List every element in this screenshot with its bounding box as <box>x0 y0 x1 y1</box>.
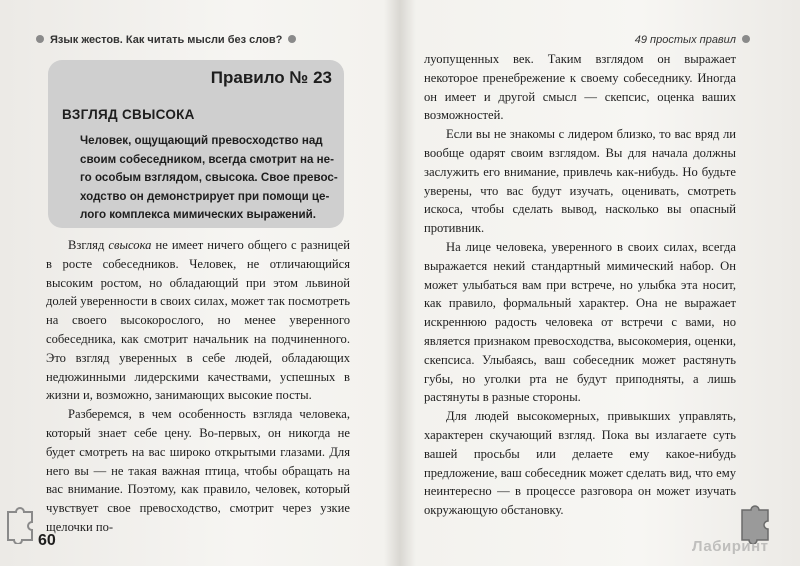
rule-line: ходство он демонстрирует при помощи це- <box>80 189 330 203</box>
italic-term: свысока <box>108 238 152 252</box>
bullet-dot-icon <box>288 35 296 43</box>
rule-heading: ВЗГЛЯД СВЫСОКА <box>62 107 195 122</box>
rule-title: Правило № 23 <box>210 68 332 87</box>
rule-body <box>80 132 342 225</box>
left-running-head-text: Язык жестов. Как читать мысли без слов? <box>50 34 283 46</box>
bullet-dot-icon <box>36 35 44 43</box>
paragraph: Для людей высокомерных, привыкших управлять, характерен скучающий взгляд. Пока вы излагаете суть вашей просьбы или делаете ему какое-нибудь предложение, ваш собеседник может сделать вид, что ему неинтересно — в процессе разговора он может изучать окружающую обстановку. <box>424 409 736 518</box>
text-run: Взгляд <box>68 238 109 252</box>
paragraph: Разберемся, в чем особенность взгляда человека, который знает себе цену. Во-первых, он никогда не будет смотреть на вас широко открытыми глазами. Для него вы — не такая важная птица, чтобы обращать на вас внимание. Поэтому, как правило, человек, который чувствует свое превосходство, смотрит через узкие щелочки по- <box>46 407 350 534</box>
left-body-text <box>46 236 350 537</box>
right-body-text <box>424 50 736 520</box>
bullet-dot-icon <box>742 35 750 43</box>
left-running-head <box>30 34 302 46</box>
right-page <box>400 0 800 566</box>
paragraph: На лице человека, уверенного в своих силах, всегда выражается некий стандартный мимический набор. Он может улыбаться вам при встрече, но улыбка эта носит, как правило, формальный характер. Она не выражает искреннюю радость человека от встречи с вами, но является признаком превосходства, высокомерия, оценки, скепсиса. Улыбаясь, ваш собеседник может растянуть губы, но уголки рта не будут приподняты, а лишь растянуты в разные стороны. <box>424 239 736 405</box>
page-number: 60 <box>38 532 56 549</box>
rule-line: Человек, ощущающий превосходство над <box>80 134 323 147</box>
paragraph <box>46 236 350 405</box>
right-running-head-text: 49 простых правил <box>634 34 736 46</box>
paragraph: луопущенных век. Таким взглядом он выражает некоторое пренебрежение к своему собеседнику. Иногда он имеет и другой смысл — скепсис, оценка ваших возможностей. <box>424 52 736 123</box>
rule-line: лого комплекса мимических выражений. <box>80 208 317 222</box>
text-run: не имеет ничего общего с разницей в росте собеседников. Человек, не отличающийся высоким ростом, но обладающий при этом львиной долей уверенности в своих силах, может так посмотреть на своего высокорослого, но менее уверенного собеседника, как смотрит начальник на подчиненного. Это взгляд уверенных в себе людей, обладающих недюжинными лидерскими качествами, успешных в жизни и, возможно, занимающих высокие посты. <box>46 238 350 403</box>
right-running-head <box>635 34 756 46</box>
paragraph: Если вы не знакомы с лидером близко, то вас вряд ли вообще одарят своим взглядом. Вы для начала должны заслужить его внимание, привлечь как-нибудь. Но будьте уверены, что вас будут изучать, оценивать, смотреть искоса, чтобы сделать вывод, насколько вы опасный противник. <box>424 127 736 236</box>
rule-box <box>48 60 344 228</box>
watermark-logo: Лабиринт <box>692 538 769 555</box>
rule-line: го особым взглядом, свысока. Свое превос- <box>80 171 338 185</box>
rule-line: своим собеседником, всегда смотрит на не- <box>80 152 334 166</box>
puzzle-piece-icon <box>4 504 38 544</box>
